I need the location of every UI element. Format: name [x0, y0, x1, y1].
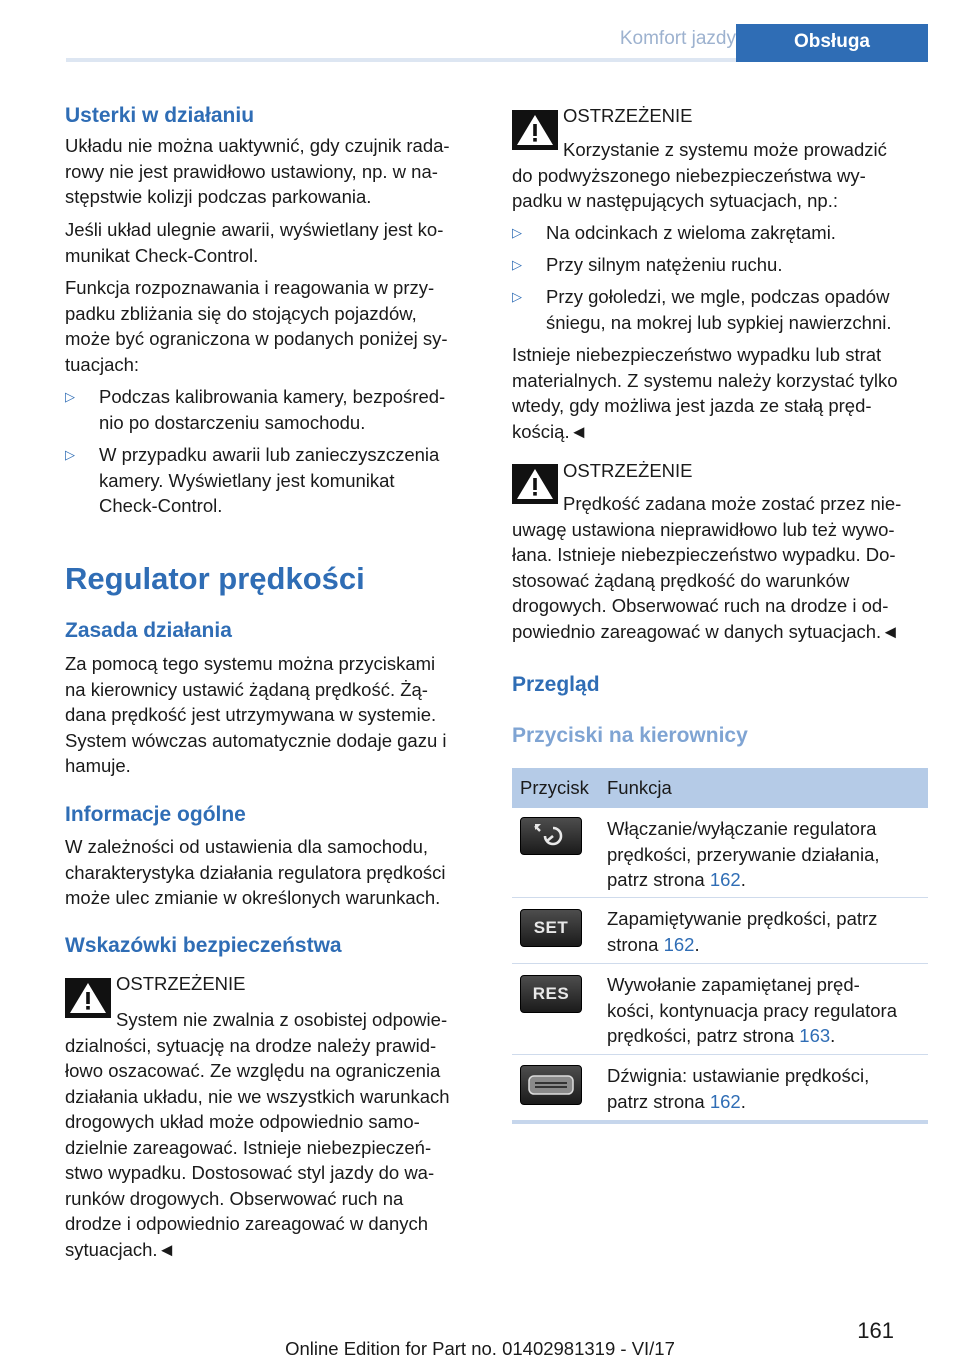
table-row [512, 1055, 928, 1120]
paragraph-faults-2: Jeśli układ ulegnie awarii, wyświetlany jest ko- munikat Check-Control. [65, 219, 444, 266]
warning-text: Korzystanie z systemu może prowadzić do podwyższonego niebezpieczeństwa wy- padku w następujących sytuacjach, np.: [512, 139, 887, 211]
set-button-icon: SET [520, 909, 582, 947]
bullet-triangle-icon: ▷ [65, 389, 75, 404]
table-row [512, 898, 928, 963]
bullet-triangle-icon: ▷ [512, 257, 522, 272]
function-text: Wywołanie zapamiętanej pręd- kości, kontynuacja pracy regulatora prędkości, patrz strona 163. [607, 974, 897, 1046]
table-row [512, 808, 928, 897]
warning-title: OSTRZEŻENIE [563, 460, 693, 481]
heading-safety: Wskazówki bezpieczeństwa [65, 934, 342, 957]
bullet-triangle-icon: ▷ [512, 225, 522, 240]
paragraph-faults-3: Funkcja rozpoznawania i reagowania w przy- padku zbliżania się do stojących pojazdów, może być ograniczona w podanych poniżej sy- tuacjach: [65, 277, 448, 375]
page-header [66, 24, 928, 62]
warning-title: OSTRZEŻENIE [116, 973, 246, 994]
table-bottom-rule [512, 1120, 928, 1124]
page-number: 161 [857, 1318, 894, 1343]
header-section-tab[interactable]: Komfort jazdy [619, 28, 736, 49]
paragraph-general: W zależności od ustawienia dla samochodu, charakterystyka działania regulatora prędkości może ulec zmianie w określonych warunkach. [65, 836, 446, 908]
page-link[interactable]: 162 [709, 1090, 741, 1112]
lever-icon [520, 1065, 582, 1105]
edition-footer: Online Edition for Part no. 01402981319 - VI/17 [285, 1338, 675, 1359]
heading-faults: Usterki w działaniu [65, 104, 255, 127]
cruise-control-toggle-icon [520, 817, 582, 855]
heading-cruise-control: Regulator prędkości [65, 561, 365, 596]
column-header-button: Przycisk [520, 777, 589, 798]
res-button-icon: RES [520, 975, 582, 1013]
paragraph-faults-1: Układu nie można uaktywnić, gdy czujnik rada- rowy nie jest prawidłowo ustawiony, np. w na- stępstwie kolizji podczas parkowania. [65, 135, 450, 207]
column-header-function: Funkcja [607, 777, 672, 798]
heading-general: Informacje ogólne [65, 803, 246, 826]
function-text: Dźwignia: ustawianie prędkości, patrz strona 162. [607, 1065, 870, 1112]
heading-steering-buttons: Przyciski na kierownicy [512, 724, 748, 747]
function-text: Włączanie/wyłączanie regulatora prędkości, przerywanie działania, patrz strona 162. [607, 818, 880, 890]
table-header [512, 768, 928, 808]
heading-principle: Zasada działania [65, 619, 232, 642]
function-text: Zapamiętywanie prędkości, patrz strona 162. [607, 908, 878, 955]
warning-title: OSTRZEŻENIE [563, 105, 693, 126]
bullet-triangle-icon: ▷ [65, 447, 75, 462]
warning-text: System nie zwalnia z osobistej odpowie- dzialności, sytuację na drodze należy prawid- łowo oszacować. Ze względu na ograniczenia działania układu, nie we wszystkich warunkach drogowych układ może odpowiednio samo- dzielnie zareagować. Istnieje niebezpieczeń- stwo wypadku. Dostosować styl jazdy do wa- runków drogowych. Obserwować ruch na drodze i odpowiednio zareagować w danych sytuacjach.◄ [65, 1009, 450, 1260]
page-link[interactable]: 162 [663, 933, 695, 955]
page-link[interactable]: 163 [799, 1025, 831, 1046]
heading-overview: Przegląd [512, 673, 600, 696]
paragraph-principle: Za pomocą tego systemu można przyciskami na kierownicy ustawić żądaną prędkość. Żą- dana prędkość jest utrzymywana w systemie. System wówczas automatycznie dodaje gazu i hamuje. [65, 653, 447, 776]
warning-text: Prędkość zadana może zostać przez nie- uwagę ustawiona nieprawidłowo lub też wywo- łana. Istnieje niebezpieczeństwo wypadku. Do- stosować żądaną prędkość do warunków drogowych. Obserwować ruch na drodze i od- powiednio zareagować w danych sytuacjach.◄ [512, 493, 902, 642]
page-link[interactable]: 162 [709, 869, 741, 890]
header-active-tab[interactable]: Obsługa [736, 24, 928, 62]
warning-consequence: Istnieje niebezpieczeństwo wypadku lub strat materialnych. Z systemu należy korzystać tylko wtedy, gdy możliwa jest jazda ze stałą pręd- kością.◄ [512, 344, 898, 442]
table-row [512, 964, 928, 1054]
bullet-triangle-icon: ▷ [512, 289, 522, 304]
